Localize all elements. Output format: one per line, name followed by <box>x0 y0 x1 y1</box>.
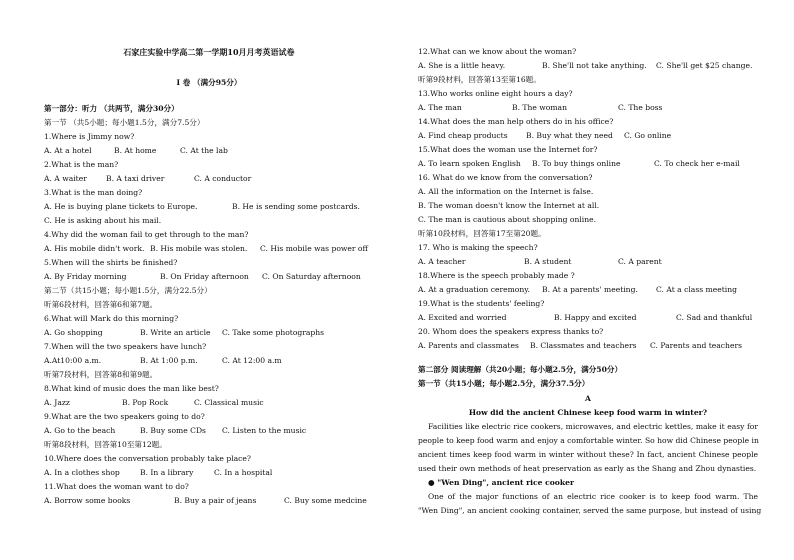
question-12: 12.What can we know about the woman? <box>418 47 577 56</box>
question-16-option-c: C. The man is cautious about shopping online. <box>418 215 597 224</box>
question-16-option-b: B. The woman doesn't know the Internet at all. <box>418 201 600 210</box>
option-c: C. Classical music <box>194 398 264 407</box>
question-19: 19.What is the students' feeling? <box>418 299 545 308</box>
material-6-instruction: 听第6段材料，回答第6和第7题。 <box>44 300 158 309</box>
passage-letter: A <box>585 394 591 403</box>
option-a: A. Go shopping <box>44 328 103 337</box>
option-b: B. His mobile was stolen. <box>150 244 248 253</box>
question-19-options <box>418 313 758 323</box>
question-3-option-c: C. He is asking about his mail. <box>44 216 162 225</box>
option-b: B. She'll not take anything. <box>542 61 647 70</box>
question-8-options <box>44 398 374 408</box>
option-c: C. In a hospital <box>214 468 273 477</box>
option-a: A. At a graduation ceremony. <box>418 285 530 294</box>
question-20-options <box>418 341 758 351</box>
question-18-options <box>418 285 758 295</box>
material-9-instruction: 听第9段材料，回答第13至第16题。 <box>418 75 541 84</box>
question-13-options <box>418 103 758 113</box>
question-7-options <box>44 356 374 366</box>
section-one-heading: I 卷 （满分95分） <box>176 78 242 87</box>
paragraph-1-line: used their own methods of heat preservation as early as the Shang and Zhou dynasties. <box>418 464 757 473</box>
question-5-options <box>44 272 374 282</box>
option-c: C. On Saturday afternoon <box>262 272 361 281</box>
option-b: B. At home <box>114 146 157 155</box>
paragraph-1-line: Facilities like electric rice cookers, microwaves, and electric kettles, make it easy for <box>428 422 758 431</box>
part1-section1-intro: 第一节 （共5小题；每小题1.5分，满分7.5分） <box>44 118 205 127</box>
option-b: B. On Friday afternoon <box>160 272 249 281</box>
question-4: 4.Why did the woman fail to get through to the man? <box>44 230 249 239</box>
option-a: A. By Friday morning <box>44 272 127 281</box>
option-b: B. At a parents' meeting. <box>542 285 638 294</box>
question-15-options <box>418 159 758 169</box>
option-a: A. Find cheap products <box>418 131 508 140</box>
question-9: 9.What are the two speakers going to do? <box>44 412 205 421</box>
option-a: A. His mobile didn't work. <box>44 244 145 253</box>
material-7-instruction: 听第7段材料，回答第8和第9题。 <box>44 370 158 379</box>
question-20: 20. Whom does the speakers express thanks to? <box>418 327 604 336</box>
option-a: A. Parents and classmates <box>418 341 519 350</box>
option-c: C. A conductor <box>194 174 252 183</box>
option-b: B. Happy and excited <box>554 313 637 322</box>
option-a: A.At10:00 a.m. <box>44 356 102 365</box>
question-1-options <box>44 146 374 156</box>
option-c: C. His mobile was power off <box>260 244 368 253</box>
part1-section2-intro: 第二节（共15小题；每小题1.5分，满分22.5分） <box>44 286 212 295</box>
option-c: C. Go online <box>624 131 672 140</box>
question-4-options <box>44 244 374 254</box>
question-2: 2.What is the man? <box>44 160 119 169</box>
option-c: C. Parents and teachers <box>650 341 742 350</box>
option-c: C. At 12:00 a.m <box>222 356 282 365</box>
option-b: B. Buy what they need <box>526 131 613 140</box>
option-b: B. Classmates and teachers <box>530 341 637 350</box>
option-b: B. A taxi driver <box>106 174 165 183</box>
paragraph-1-line: ancient times keep food warm in winter without these? In fact, ancient Chinese people <box>418 450 758 459</box>
question-14: 14.What does the man help others do in his office? <box>418 117 614 126</box>
option-b: B. To buy things online <box>532 159 621 168</box>
question-16-option-a: A. All the information on the Internet is false. <box>418 187 594 196</box>
question-6-options <box>44 328 374 338</box>
material-8-instruction: 听第8段材料，回答第10至第12题。 <box>44 440 167 449</box>
option-b: B. Write an article <box>140 328 211 337</box>
question-10-options <box>44 468 374 478</box>
question-9-options <box>44 426 374 436</box>
passage-title: How did the ancient Chinese keep food warm in winter? <box>468 408 708 417</box>
option-c: C. Buy some medcine <box>284 496 367 505</box>
option-a: A. Borrow some books <box>44 496 131 505</box>
option-b: B. In a library <box>140 468 194 477</box>
paragraph-1-line: people to keep food warm and enjoy a comfortable winter. So how did Chinese people in <box>418 436 759 445</box>
question-2-options <box>44 174 374 184</box>
question-3: 3.What is the man doing? <box>44 188 143 197</box>
question-13: 13.Who works online eight hours a day? <box>418 89 573 98</box>
question-12-options <box>418 61 758 71</box>
option-b: B. At 1:00 p.m. <box>140 356 198 365</box>
paragraph-2-line: "Wen Ding", an ancient cooking container, served the same purpose, but instead of using <box>418 506 762 515</box>
part2-heading: 第二部分 阅读理解（共20小题；每小题2.5分，满分50分） <box>418 365 623 374</box>
question-11: 11.What does the woman want to do? <box>44 482 189 491</box>
question-14-options <box>418 131 758 141</box>
sub-heading-wen-ding: ● "Wen Ding", ancient rice cooker <box>428 478 574 487</box>
option-a: A. She is a little heavy. <box>418 61 506 70</box>
option-c: C. She'll get $25 change. <box>656 61 753 70</box>
question-17-options <box>418 257 758 267</box>
question-15: 15.What does the woman use the Internet for? <box>418 145 598 154</box>
part1-heading: 第一部分：听力 （共两节，满分30分） <box>44 104 179 113</box>
option-b: B. Pop Rock <box>122 398 169 407</box>
option-c: C. At the lab <box>180 146 228 155</box>
option-a: A. Excited and worried <box>418 313 507 322</box>
option-c: C. Take some photographs <box>222 328 325 337</box>
option-c: C. Listen to the music <box>222 426 307 435</box>
question-6: 6.What will Mark do this morning? <box>44 314 179 323</box>
option-b: B. He is sending some postcards. <box>232 202 360 211</box>
question-18: 18.Where is the speech probably made ? <box>418 271 575 280</box>
material-10-instruction: 听第10段材料，回答第17至第20题。 <box>418 229 546 238</box>
option-a: A. Jazz <box>44 398 70 407</box>
part2-section1-intro: 第一节（共15小题；每小题2.5分，满分37.5分） <box>418 379 590 388</box>
option-c: C. A parent <box>618 257 662 266</box>
question-8: 8.What kind of music does the man like best? <box>44 384 219 393</box>
option-b: B. A student <box>524 257 572 266</box>
question-11-options <box>44 496 374 506</box>
option-a: A. A teacher <box>418 257 466 266</box>
option-c: C. To check her e-mail <box>654 159 740 168</box>
option-a: A. A waiter <box>44 174 87 183</box>
option-a: A. He is buying plane tickets to Europe. <box>44 202 198 211</box>
question-10: 10.Where does the conversation probably take place? <box>44 454 251 463</box>
question-1: 1.Where is Jimmy now? <box>44 132 135 141</box>
option-a: A. In a clothes shop <box>44 468 120 477</box>
question-5: 5.When will the shirts be finished? <box>44 258 178 267</box>
option-a: A. The man <box>418 103 462 112</box>
option-a: A. At a hotel <box>44 146 92 155</box>
option-c: C. The boss <box>618 103 663 112</box>
option-b: B. Buy some CDs <box>140 426 206 435</box>
option-c: C. At a class meeting <box>656 285 737 294</box>
option-c: C. Sad and thankful <box>676 313 753 322</box>
option-a: A. To learn spoken English <box>418 159 521 168</box>
question-17: 17. Who is making the speech? <box>418 243 538 252</box>
paragraph-2-line: One of the major functions of an electric rice cooker is to keep food warm. The <box>428 492 758 501</box>
option-b: B. The woman <box>512 103 567 112</box>
option-a: A. Go to the beach <box>44 426 116 435</box>
question-3-options <box>44 202 374 212</box>
option-b: B. Buy a pair of jeans <box>174 496 257 505</box>
question-7: 7.When will the two speakers have lunch? <box>44 342 207 351</box>
question-16: 16. What do we know from the conversation? <box>418 173 593 182</box>
exam-title: 石家庄实验中学高二第一学期10月月考英语试卷 <box>123 47 295 57</box>
